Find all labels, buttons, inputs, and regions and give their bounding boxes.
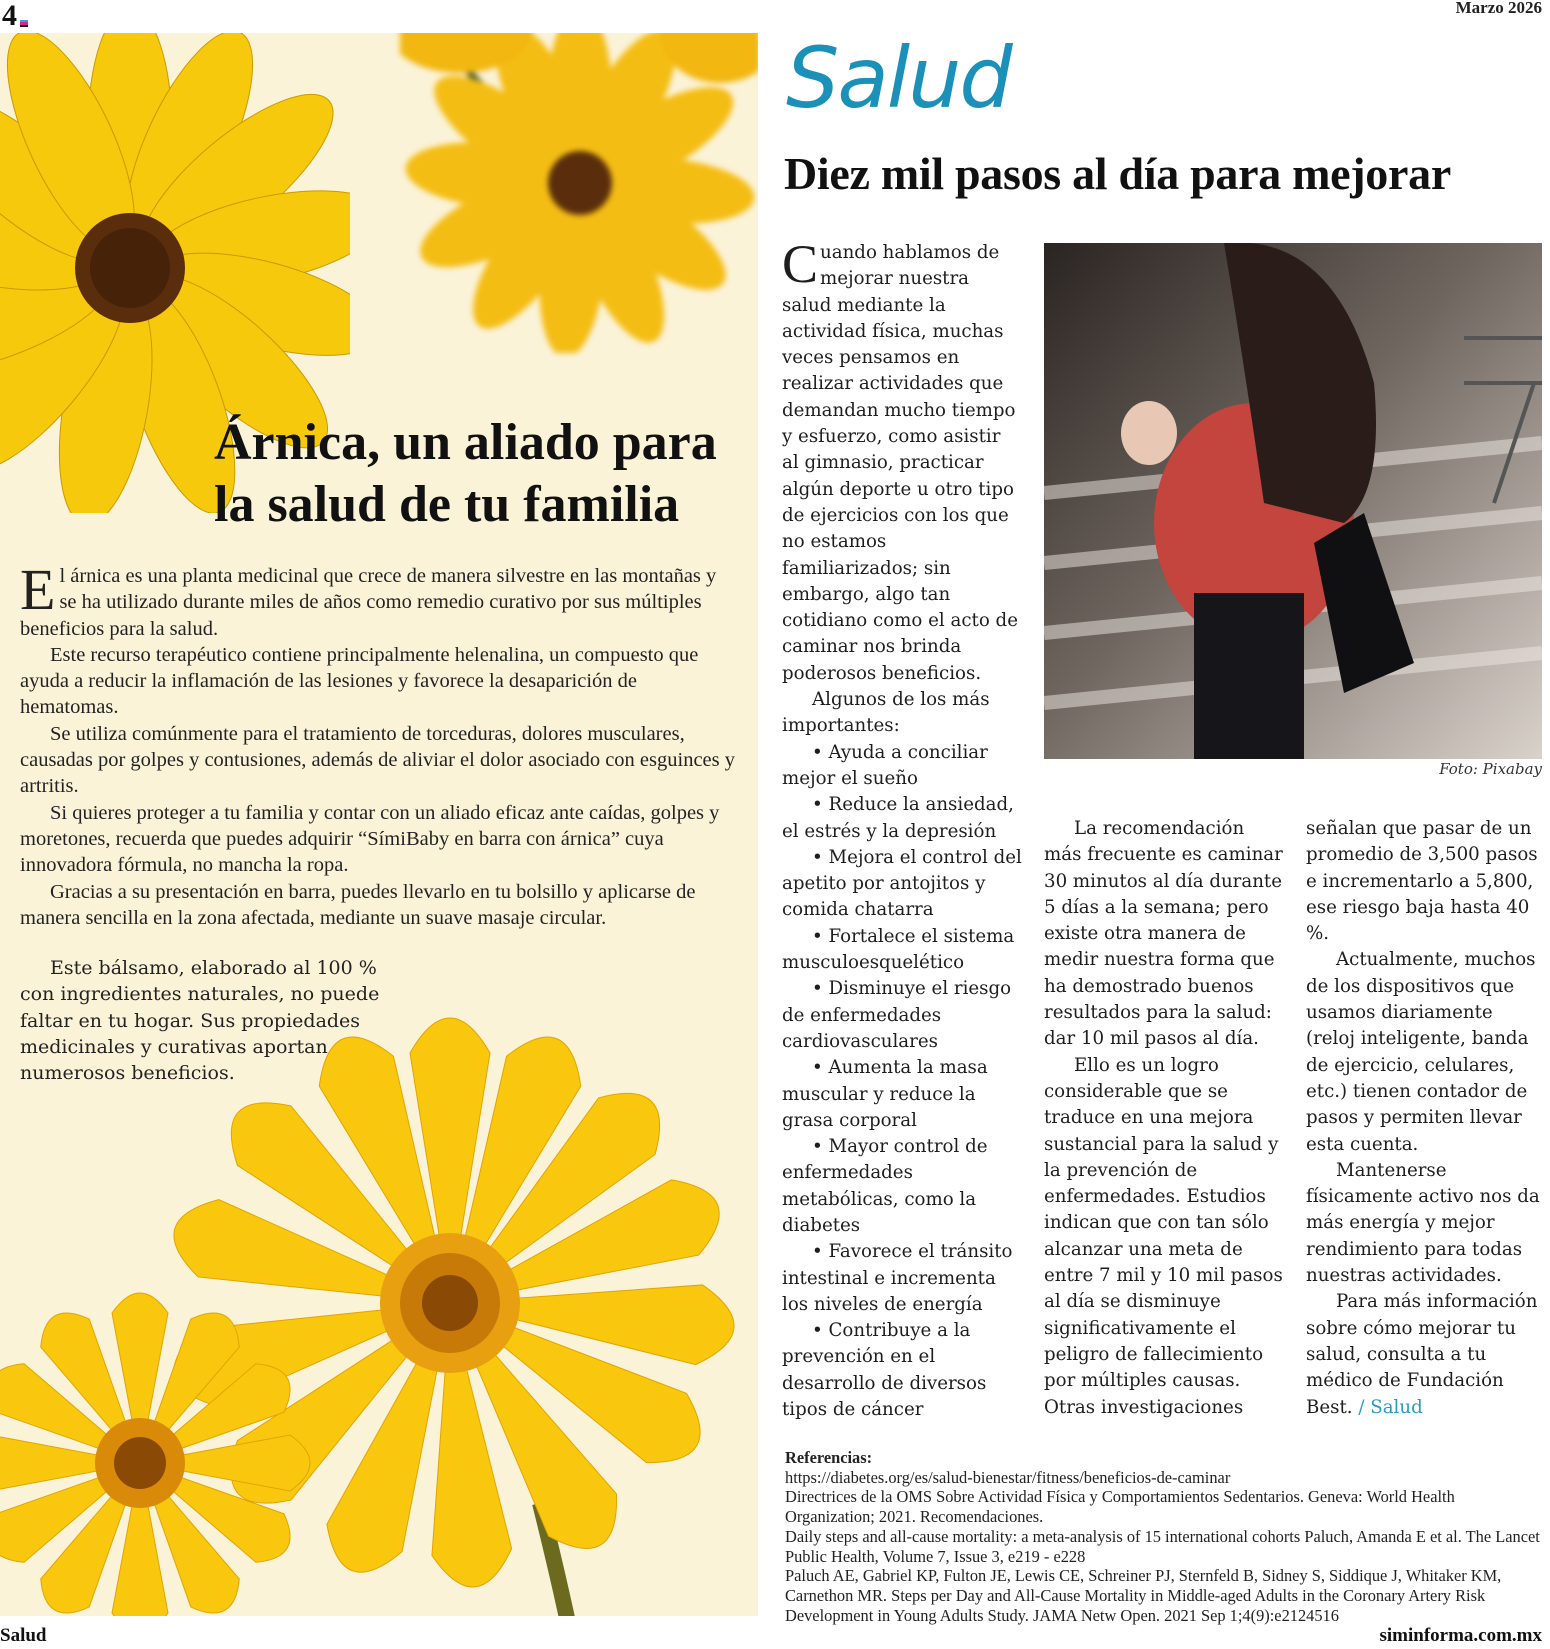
footer-section: Salud: [0, 1625, 47, 1646]
dropcap: E: [20, 557, 56, 622]
benefit-item: • Ayuda a conciliar mejor el sueño: [782, 741, 988, 789]
benefit-item: • Aumenta la masa muscular y reduce la grasa corporal: [782, 1057, 988, 1131]
flower-image-bottom-left: [0, 1283, 340, 1616]
section-logo: Salud: [786, 29, 1011, 127]
reference-item: Paluch AE, Gabriel KP, Fulton JE, Lewis CE, Schreiner PJ, Sternfeld B, Sidney S, Siddique J, Whitaker KM, Carnethon MR. Steps per Day and All-Cause Mortality in Middle-aged Adults in the Coronary Artery Risk Development in Young Adults Study. JAMA Netw Open. 2021 Sep 1;4(9):e2124516: [785, 1566, 1502, 1625]
benefit-item: • Reduce la ansiedad, el estrés y la depresión: [782, 794, 1014, 842]
arnica-article-title: [214, 412, 754, 536]
arnica-title-line-2: la salud de tu familia: [214, 476, 680, 533]
benefit-item: • Fortalece el sistema musculoesquelético: [782, 925, 1015, 974]
reference-item: Directrices de la OMS Sobre Actividad Física y Comportamientos Sedentarios. Geneva: World Health Organization; 2021. Recomendaciones.: [785, 1487, 1455, 1527]
body-paragraph: Actualmente, muchos de los dispositivos que usamos diariamente (reloj inteligente, banda de ejercicio, celulares, etc.) tienen contador de pasos y permiten llevar esta cuenta.: [1306, 949, 1536, 1155]
reference-link[interactable]: https://diabetes.org/es/salud-bienestar/fitness/beneficios-de-caminar: [785, 1467, 1231, 1487]
body-paragraph: Ello es un logro considerable que se traduce en una mejora sustancial para la salud y la prevención de enfermedades. Estudios indican que con tan sólo alcanzar una meta de entre 7 mil y 10 mil pasos al día se disminuye significativamente el peligro de fallecimiento por múltiples causas. Otras investigaciones: [1044, 1054, 1283, 1418]
article-column-1: [782, 234, 1022, 1423]
intro-paragraph: Cuando hablamos de mejorar nuestra salud mediante la actividad física, muchas veces pensamos en realizar actividades que demandan mucho tiempo y esfuerzo, como asistir al gimnasio, practicar algún deporte u otro tipo de ejercicios con los que no estamos familiarizados; sin embargo, algo tan cotidiano como el acto de caminar nos brinda poderosos beneficios.: [782, 234, 1018, 684]
body-paragraph: Mantenerse físicamente activo nos da más energía y mejor rendimiento para todas nuestras actividades.: [1306, 1159, 1540, 1287]
body-paragraph: señalan que pasar de un promedio de 3,500 pasos e incrementarlo a 5,800, ese riesgo baja hasta 40 %.: [1306, 818, 1538, 945]
footer-website[interactable]: siminforma.com.mx: [1379, 1625, 1542, 1646]
benefit-item: • Mejora el control del apetito por antojitos y comida chatarra: [782, 846, 1022, 921]
flower-image-top-right: [400, 33, 758, 353]
list-intro: Algunos de los más importantes:: [782, 689, 990, 737]
page-number: 4: [2, 0, 17, 32]
arnica-closing: [20, 955, 400, 1086]
benefit-item: • Disminuye el riesgo de enfermedades cardiovasculares: [782, 978, 1012, 1052]
arnica-paragraph-2: Este recurso terapéutico contiene principalmente helenalina, un compuesto que ayuda a reducir la inflamación de las lesiones y favorece la desaparición de hematomas.: [20, 643, 699, 719]
article-column-3: [1306, 816, 1546, 1421]
article-title: Diez mil pasos al día para mejorar: [784, 148, 1451, 199]
arnica-article-body: [20, 557, 736, 931]
body-paragraph: La recomendación más frecuente es caminar 30 minutos al día durante 5 días a la semana; pero existe otra manera de medir nuestra forma que ha demostrado buenos resultados para la salud: dar 10 mil pasos al día.: [1044, 818, 1283, 1050]
author-signature: / Salud: [1352, 1396, 1423, 1418]
references-title: Referencias:: [785, 1448, 873, 1467]
closing-paragraph: Para más información sobre cómo mejorar tu salud, consulta a tu médico de Fundación Best. / Salud: [1306, 1291, 1538, 1418]
woman-walking-stairs-photo: [1044, 243, 1542, 759]
dropcap: C: [782, 234, 819, 294]
registration-mark-icon: [20, 20, 28, 27]
arnica-paragraph-6: Este bálsamo, elaborado al 100 % con ingredientes naturales, no puede faltar en tu hogar. Sus propiedades medicinales y curativas aportan numerosos beneficios.: [20, 957, 380, 1085]
benefit-item: • Contribuye a la prevención en el desarrollo de diversos tipos de cáncer: [782, 1320, 987, 1421]
article-column-2: [1044, 816, 1284, 1421]
references: [785, 1448, 1545, 1625]
arnica-paragraph-1: El árnica es una planta medicinal que crece de manera silvestre en las montañas y se ha utilizado durante miles de años como remedio curativo por sus múltiples beneficios para la salud.: [20, 557, 717, 640]
arnica-title-line-1: Árnica, un aliado para: [214, 414, 717, 471]
arnica-paragraph-5: Gracias a su presentación en barra, puedes llevarlo en tu bolsillo y aplicarse de manera sencilla en la zona afectada, mediante un suave masaje circular.: [20, 880, 696, 929]
photo-caption: Foto: Pixabay: [1439, 760, 1542, 778]
arnica-paragraph-3: Se utiliza comúnmente para el tratamiento de torceduras, dolores musculares, causadas por golpes y contusiones, además de aliviar el dolor asociado con esguinces y artritis.: [20, 722, 736, 798]
benefit-item: • Favorece el tránsito intestinal e incrementa los niveles de energía: [782, 1241, 1013, 1315]
reference-item: Daily steps and all-cause mortality: a meta-analysis of 15 international cohorts Paluch, Amanda E et al. The Lancet Public Health, Volume 7, Issue 3, e219 - e228: [785, 1526, 1540, 1566]
arnica-paragraph-4: Si quieres proteger a tu familia y contar con un aliado eficaz ante caídas, golpes y moretones, recuerda que puedes adquirir “SímiBaby en barra con árnica” cuya innovadora fórmula, no mancha la ropa.: [20, 801, 720, 877]
issue-date: Marzo 2026: [1455, 0, 1542, 17]
benefit-item: • Mayor control de enfermedades metabólicas, como la diabetes: [782, 1136, 988, 1236]
